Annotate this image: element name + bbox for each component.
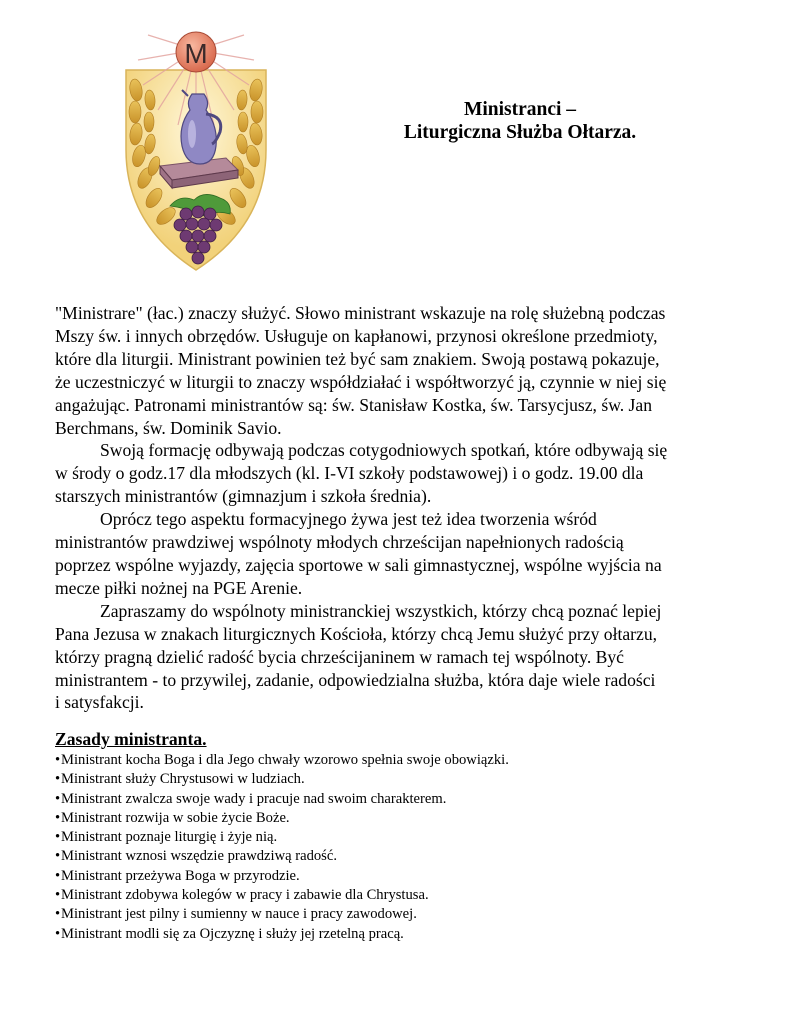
text-line: "Ministrare" (łac.) znaczy służyć. Słowo ministrant wskazuje na rolę służebną podczas <box>55 303 666 323</box>
text-line: którzy pragną dzielić radość bycia chrześcijaninem w ramach tej wspólnoty. Być <box>55 646 624 667</box>
bullet-icon: • <box>55 809 61 826</box>
list-item <box>55 867 509 886</box>
text-line: i satysfakcji. <box>55 692 144 713</box>
text-line: Oprócz tego aspektu formacyjnego żywa jest też idea tworzenia wśród <box>100 509 597 530</box>
rule-text: Ministrant modli się za Ojczyznę i służy jej rzetelną pracą. <box>61 925 404 942</box>
text-line: Swoją formację odbywają podczas cotygodniowych spotkań, które odbywają się <box>100 440 668 461</box>
text-line: Pana Jezusa w znakach liturgicznych Kościoła, którzy chcą Jemu służyć przy ołtarzu, <box>55 623 658 644</box>
list-item <box>55 847 509 866</box>
text-line: Zapraszamy do wspólnoty ministranckiej wszystkich, którzy chcą poznać lepiej <box>100 600 662 621</box>
bullet-icon: • <box>55 790 61 807</box>
paragraph-intro <box>55 302 735 439</box>
paragraph-invitation <box>55 600 735 715</box>
list-item <box>55 925 509 944</box>
rule-text: Ministrant jest pilny i sumienny w nauce i pracy zawodowej. <box>61 906 417 923</box>
text-line: ministrantem - to przywilej, zadanie, odpowiedzialna służba, która daje wiele radości <box>55 669 656 690</box>
list-item <box>55 770 509 789</box>
rule-text: Ministrant zdobywa kolegów w pracy i zabawie dla Chrystusa. <box>61 887 429 904</box>
text-line: że uczestniczyć w liturgii to znaczy współdziałać i współtworzyć ją, czynnie w niej się <box>55 371 667 392</box>
paragraph-community <box>55 508 735 600</box>
rule-text: Ministrant rozwija w sobie życie Boże. <box>61 809 290 826</box>
list-item <box>55 886 509 905</box>
list-item <box>55 905 509 924</box>
text-line: angażując. Patronami ministrantów są: św. Stanisław Kostka, św. Tarsycjusz, św. Jan <box>55 394 653 415</box>
rule-text: Ministrant wznosi wszędzie prawdziwą radość. <box>61 848 337 865</box>
bullet-icon: • <box>55 848 61 865</box>
text-line: Berchmans, św. Dominik Savio. <box>55 417 282 438</box>
rules-list <box>55 751 509 944</box>
rule-text: Ministrant poznaje liturgię i żyje nią. <box>61 829 278 846</box>
list-item <box>55 790 509 809</box>
bullet-icon: • <box>55 906 61 923</box>
text-line: starszych ministrantów (gimnazjum i szkoła średnia). <box>55 486 432 507</box>
bullet-icon: • <box>55 829 61 846</box>
rule-text: Ministrant zwalcza swoje wady i pracuje nad swoim charakterem. <box>61 790 447 807</box>
text-line: Mszy św. i innych obrzędów. Usługuje on kapłanowi, przynosi określone przedmioty, <box>55 325 658 346</box>
text-line: które dla liturgii. Ministrant powinien też być sam znakiem. Swoją postawą pokazuje, <box>55 348 660 369</box>
text-line: ministrantów prawdziwej wspólnoty młodych chrześcijan napełnionych radością <box>55 532 624 553</box>
list-item <box>55 828 509 847</box>
text-line: poprzez wspólne wyjazdy, zajęcia sportowe w sali gimnastycznej, wspólne wyjścia na <box>55 554 662 575</box>
bullet-icon: • <box>55 752 61 768</box>
rule-text: Ministrant przeżywa Boga w przyrodzie. <box>61 867 300 884</box>
body-text <box>55 302 735 714</box>
medallion-letter: M <box>184 38 208 69</box>
title-line-2: Liturgiczna Służba Ołtarza. <box>403 122 637 143</box>
paragraph-formation <box>55 439 735 508</box>
list-item <box>55 809 509 828</box>
rule-text: Ministrant służy Chrystusowi w ludziach. <box>61 771 305 788</box>
text-line: mecze piłki nożnej na PGE Arenie. <box>55 577 303 598</box>
bullet-icon: • <box>55 887 61 904</box>
ministranci-logo <box>108 30 284 276</box>
text-line: w środy o godz.17 dla młodszych (kl. I-VI szkoły podstawowej) i o godz. 19.00 dla <box>55 463 644 484</box>
rules-heading: Zasady ministranta. <box>55 729 207 749</box>
rule-text: Ministrant kocha Boga i dla Jego chwały wzorowo spełnia swoje obowiązki. <box>61 752 509 768</box>
bullet-icon: • <box>55 867 61 884</box>
list-item <box>55 751 509 770</box>
bullet-icon: • <box>55 771 61 788</box>
title-line-1: Ministranci – <box>463 99 577 120</box>
page-title <box>380 98 660 144</box>
bullet-icon: • <box>55 925 61 942</box>
